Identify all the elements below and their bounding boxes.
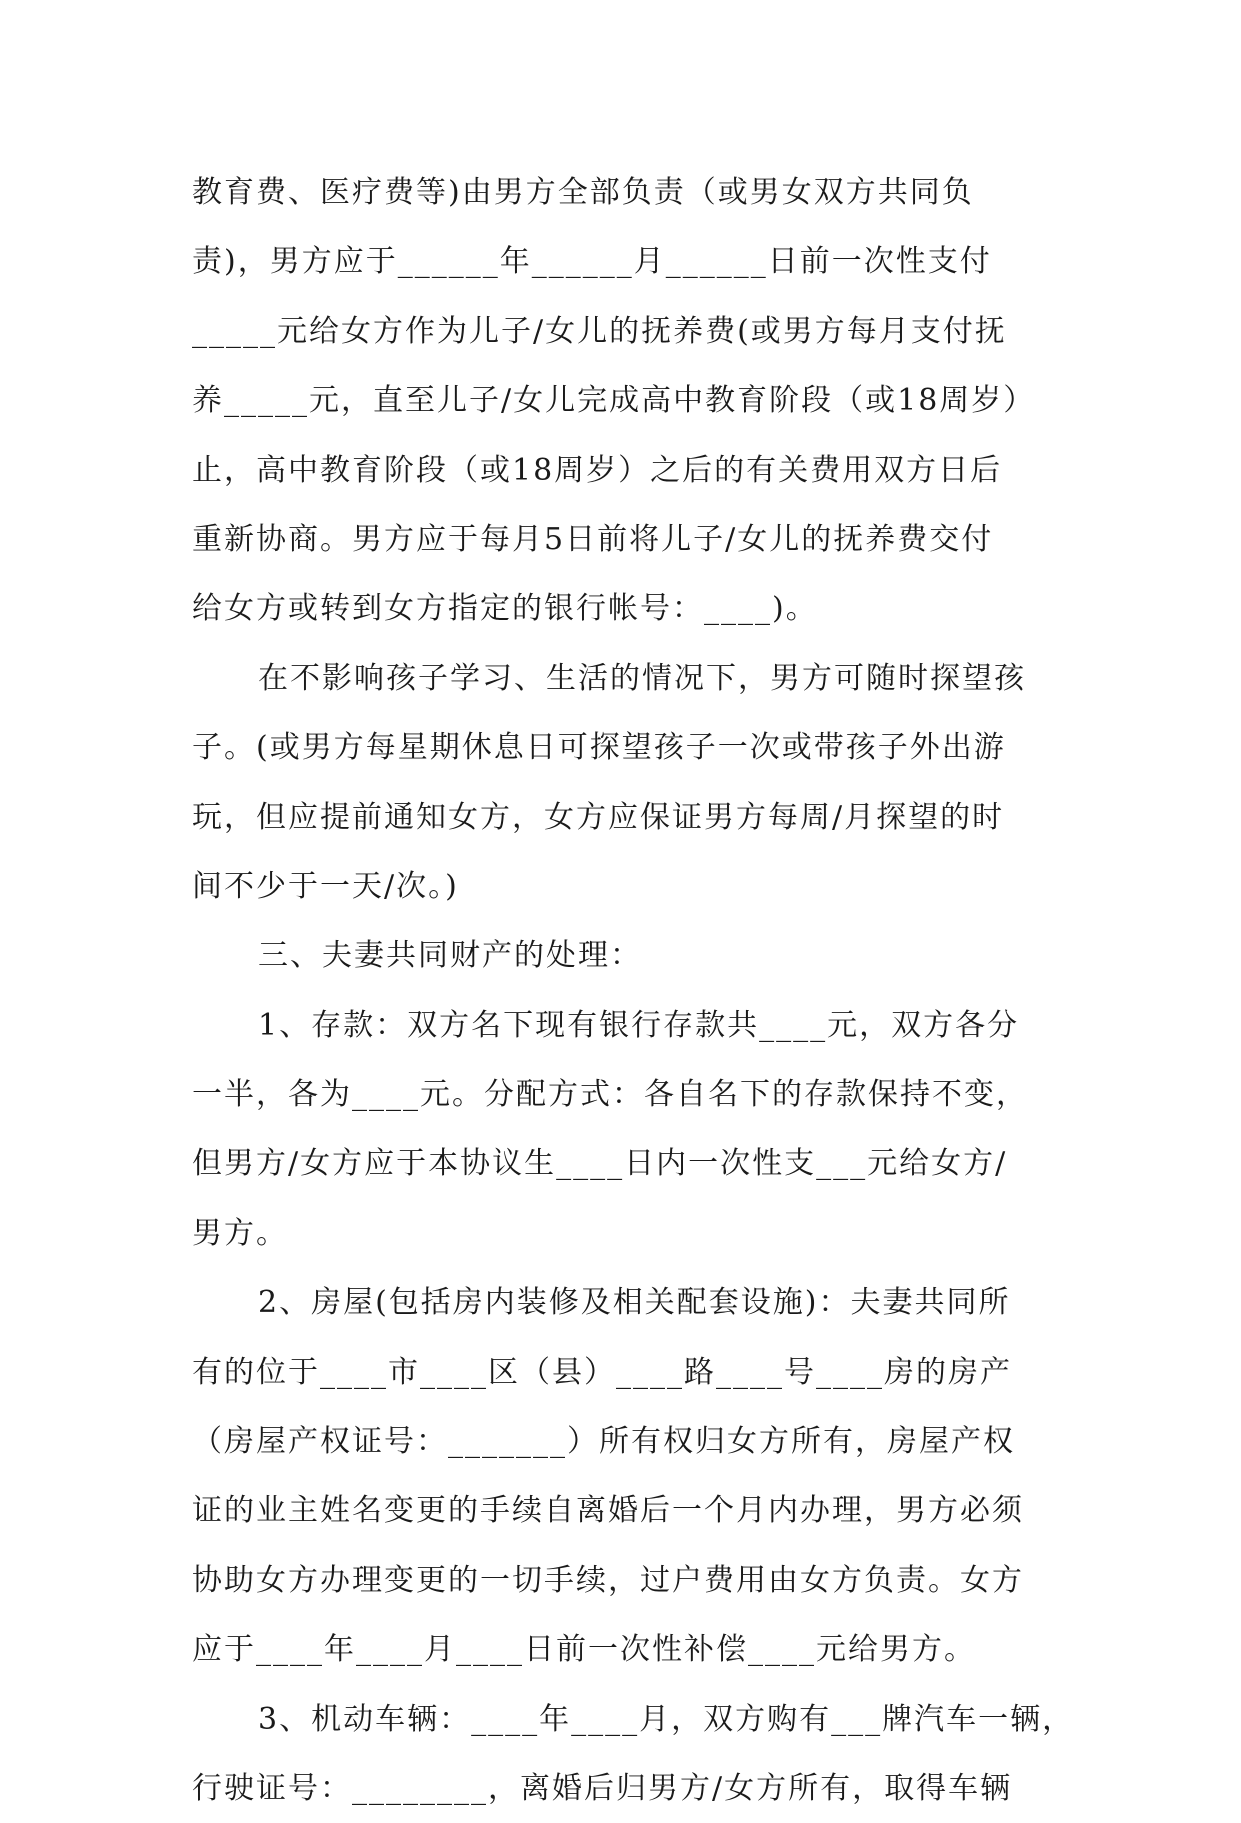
text-line: 一半，各为____元。分配方式：各自名下的存款保持不变， [192,1077,1028,1113]
text-line: 止，高中教育阶段（或18周岁）之后的有关费用双方日后 [192,452,1003,488]
document-body [192,158,1075,1823]
text-line: 责)，男方应于______年______月______日前一次性支付 [192,244,992,280]
text-line: 间不少于一天/次。) [192,868,459,904]
text-line: 给女方或转到女方指定的银行帐号：____)。 [192,591,818,627]
text-line: _____元给女方作为儿子/女儿的抚养费(或男方每月支付抚 [192,313,1007,349]
text-line: 行驶证号：________，离婚后归男方/女方所有，取得车辆 [192,1770,1013,1806]
text-line: 玩，但应提前通知女方，女方应保证男方每周/月探望的时 [192,799,1005,835]
text-line: 教育费、医疗费等)由男方全部负责（或男女双方共同负 [192,175,974,210]
text-line: 三、夫妻共同财产的处理： [258,938,642,974]
text-line: 证的业主姓名变更的手续自离婚后一个月内办理，男方必须 [192,1493,1024,1529]
text-line: 3、机动车辆：____年____月，双方购有___牌汽车一辆， [258,1701,1075,1737]
text-line: （房屋产权证号：_______）所有权归女方所有，房屋产权 [192,1424,1015,1460]
text-line: 但男方/女方应于本协议生____日内一次性支___元给女方/ [192,1146,1008,1182]
text-line: 应于____年____月____日前一次性补偿____元给男方。 [192,1632,976,1668]
text-line: 在不影响孩子学习、生活的情况下，男方可随时探望孩 [258,660,1026,696]
text-line: 1、存款：双方名下现有银行存款共____元，双方各分 [258,1007,1020,1043]
text-line: 男方。 [192,1215,288,1251]
text-line: 重新协商。男方应于每月5日前将儿子/女儿的抚养费交付 [192,521,994,557]
text-line: 子。(或男方每星期休息日可探望孩子一次或带孩子外出游 [192,730,1006,766]
text-line: 养_____元，直至儿子/女儿完成高中教育阶段（或18周岁） [192,383,1036,419]
text-line: 协助女方办理变更的一切手续，过户费用由女方负责。女方 [192,1562,1024,1598]
text-line: 有的位于____市____区（县）____路____号____房的房产 [192,1354,1012,1390]
text-line: 2、房屋(包括房内装修及相关配套设施)：夫妻共同所 [258,1285,1011,1321]
